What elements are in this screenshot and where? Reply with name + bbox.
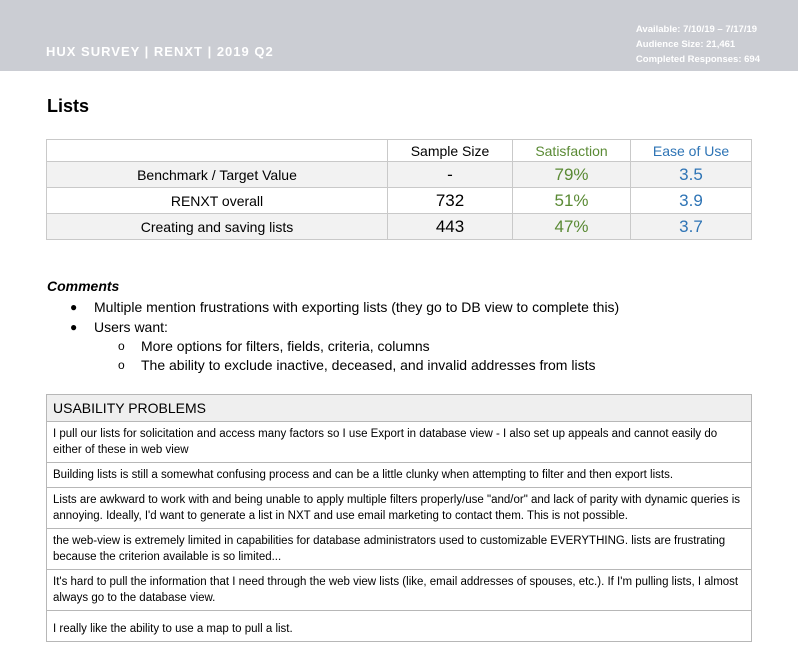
usability-problem: It's hard to pull the information that I need through the web view lists (like, email addresses of spouses, etc.). If I'm pulling lists, I almost always go to the database view. [47,570,751,611]
report-title: HUX SURVEY | RENXT | 2019 Q2 [46,44,274,59]
survey-meta [636,22,760,67]
sample-size-cell: 443 [388,214,513,240]
comments-heading: Comments [47,278,120,294]
circle-bullet-icon: o [118,339,125,353]
table-row [47,214,752,240]
page-title: Lists [47,96,90,116]
availability-dates: Available: 7/10/19 – 7/17/19 [635,24,758,35]
usability-problem: I really like the ability to use a map to pull a list. [47,611,751,642]
usability-problem: Lists are awkward to work with and being unable to apply multiple filters properly/use "and/or" and lack of parity with dynamic queries is annoying. Ideally, I'd want to generate a list in NXT and use email marketing to contact them. This is not possible. [47,488,751,529]
circle-bullet-icon: o [118,358,125,372]
bullet-icon: ● [70,300,78,314]
sample-size-cell: - [388,162,513,188]
usability-problems-table [46,394,752,642]
usability-problem: the web-view is extremely limited in capabilities for database administrators used to customizable EVERYTHING. lists are frustrating because the criterion available is so limited... [47,529,751,570]
completed-responses: Completed Responses: 694 [635,54,760,65]
column-header-ease-of-use: Ease of Use [631,140,752,162]
list-item [68,317,619,337]
column-header-sample-size: Sample Size [388,140,513,162]
column-header-satisfaction: Satisfaction [513,140,631,162]
report-header [0,0,798,71]
table-header-row [47,140,752,162]
list-item-text: Multiple mention frustrations with exporting lists (they go to DB view to complete this) [94,299,620,315]
usability-problem: Building lists is still a somewhat confusing process and can be a little clunky when attempting to filter and then export lists. [47,463,751,488]
usability-problem: I pull our lists for solicitation and access many factors so I use Export in database view - I also set up appeals and cannot easily do either of these in web view [47,422,751,463]
table-row [47,162,752,188]
row-label: RENXT overall [47,188,388,214]
audience-size: Audience Size: 21,461 [635,39,736,50]
metrics-table [46,139,752,240]
sub-list-item [68,337,619,356]
satisfaction-cell: 47% [513,214,631,240]
usability-problems-heading: USABILITY PROBLEMS [47,395,751,422]
ease-of-use-cell: 3.9 [631,188,752,214]
row-label: Creating and saving lists [47,214,388,240]
row-label: Benchmark / Target Value [47,162,388,188]
sub-list-item-text: More options for filters, fields, criteria, columns [141,338,430,354]
column-header-label [47,140,388,162]
table-row [47,188,752,214]
sample-size-cell: 732 [388,188,513,214]
sub-list-item [68,356,619,375]
ease-of-use-cell: 3.5 [631,162,752,188]
list-item [68,297,619,317]
satisfaction-cell: 51% [513,188,631,214]
comments-list [68,297,619,375]
satisfaction-cell: 79% [513,162,631,188]
bullet-icon: ● [70,320,78,334]
ease-of-use-cell: 3.7 [631,214,752,240]
sub-list-item-text: The ability to exclude inactive, deceased, and invalid addresses from lists [141,357,596,373]
list-item-text: Users want: [94,319,168,335]
